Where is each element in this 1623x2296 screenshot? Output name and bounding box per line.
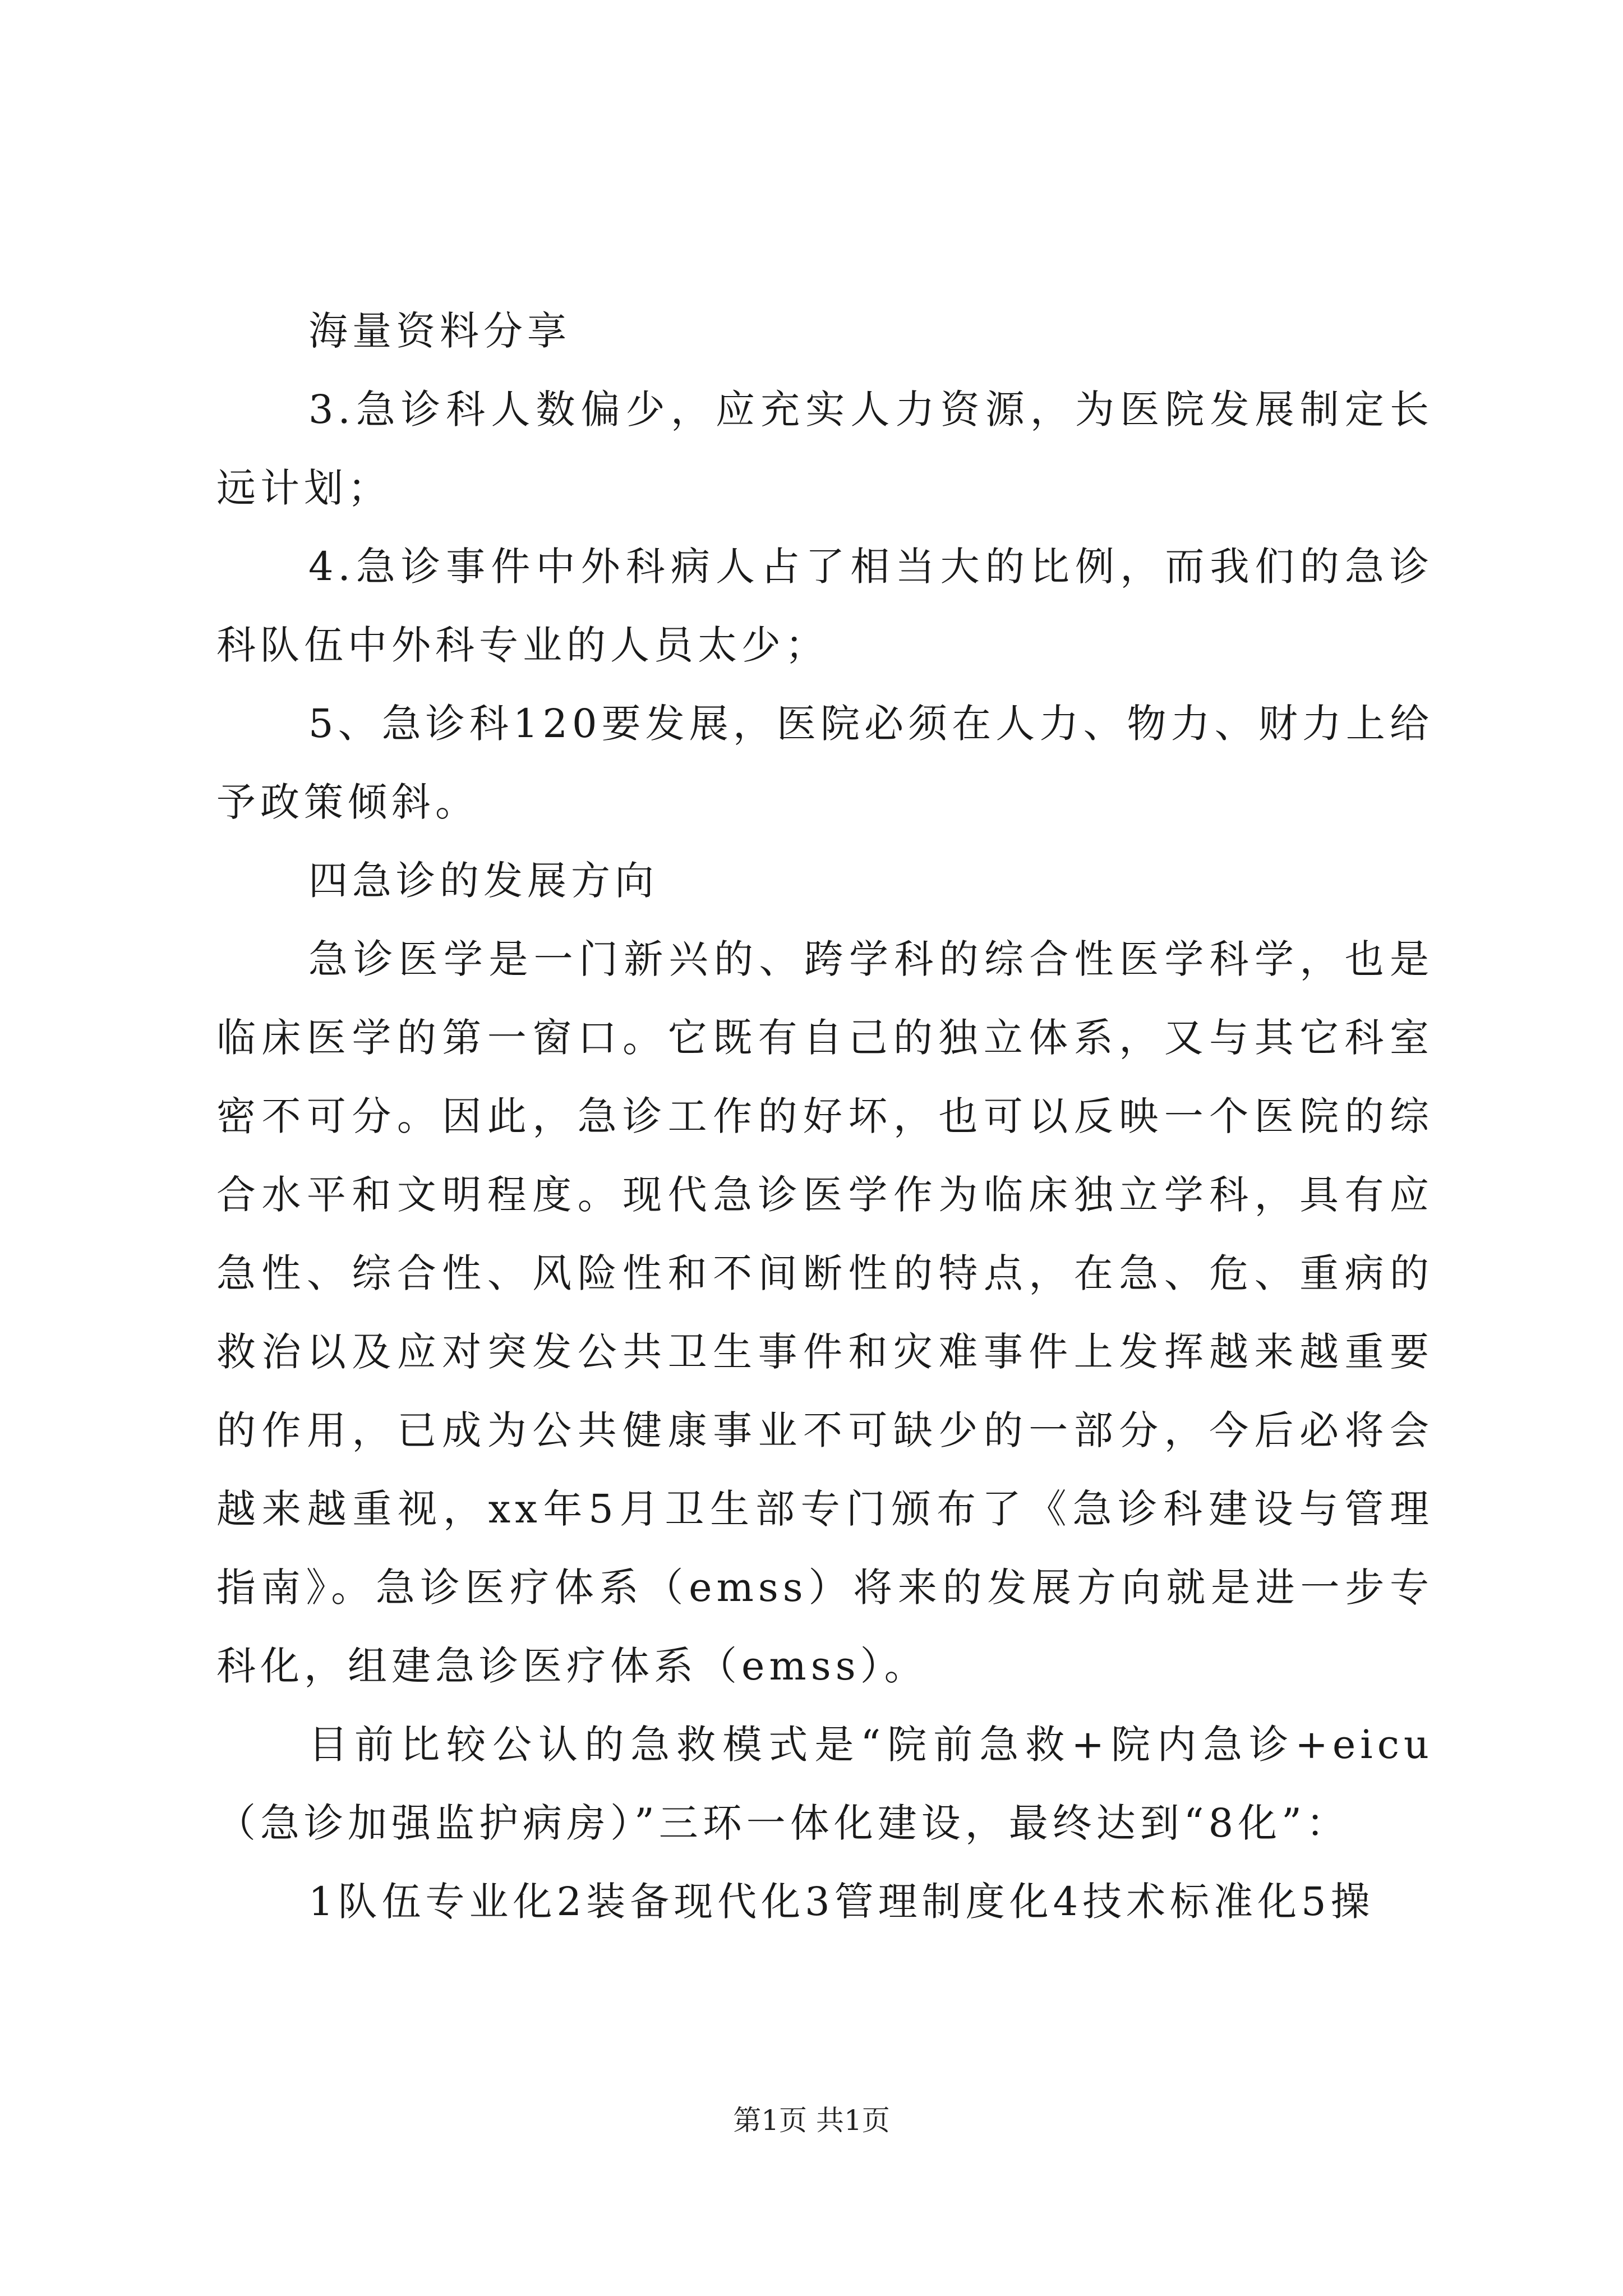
paragraph-body-list: 1队伍专业化2装备现代化3管理制度化4技术标准化5操 xyxy=(308,1879,1375,1925)
paragraph-body-main: 急诊医学是一门新兴的、跨学科的综合性医学科学，也是临床医学的第一窗口。它既有自己的独立体系，又与其它科室密不可分。因此，急诊工作的好坏，也可以反映一个医院的综合水平和文明程度。现代急诊医学作为临床独立学科，具有应急性、综合性、风险性和不间断性的特点，在急、危、重病的救治以及应对突发公共卫生事件和灾难事件上发挥越来越重要的作用，已成为公共健康事业不可缺少的一部分，今后必将会越来越重视，xx年5月卫生部专门颁布了《急诊科建设与管理指南》。急诊医疗体系（emss）将来的发展方向就是进一步专科化，组建急诊医疗体系（emss）。 xyxy=(216,936,1433,1689)
paragraph-item-4: 4.急诊事件中外科病人占了相当大的比例，而我们的急诊科队伍中外科专业的人员太少； xyxy=(216,544,1433,668)
section-heading: 四急诊的发展方向 xyxy=(308,858,658,904)
paragraph-item-5: 5、急诊科120要发展，医院必须在人力、物力、财力上给予政策倾斜。 xyxy=(216,701,1433,825)
paragraph-item-3: 3.急诊科人数偏少，应充实人力资源，为医院发展制定长远计划； xyxy=(216,386,1433,511)
paragraph-body-model: 目前比较公认的急救模式是“院前急救+院内急诊+eicu（急诊加强监护病房）”三环一体化建设，最终达到“8化”： xyxy=(216,1722,1433,1846)
page-footer: 第1页 共1页 xyxy=(733,2104,890,2137)
document-body xyxy=(216,292,1433,1941)
paragraph-header-note: 海量资料分享 xyxy=(308,308,571,354)
